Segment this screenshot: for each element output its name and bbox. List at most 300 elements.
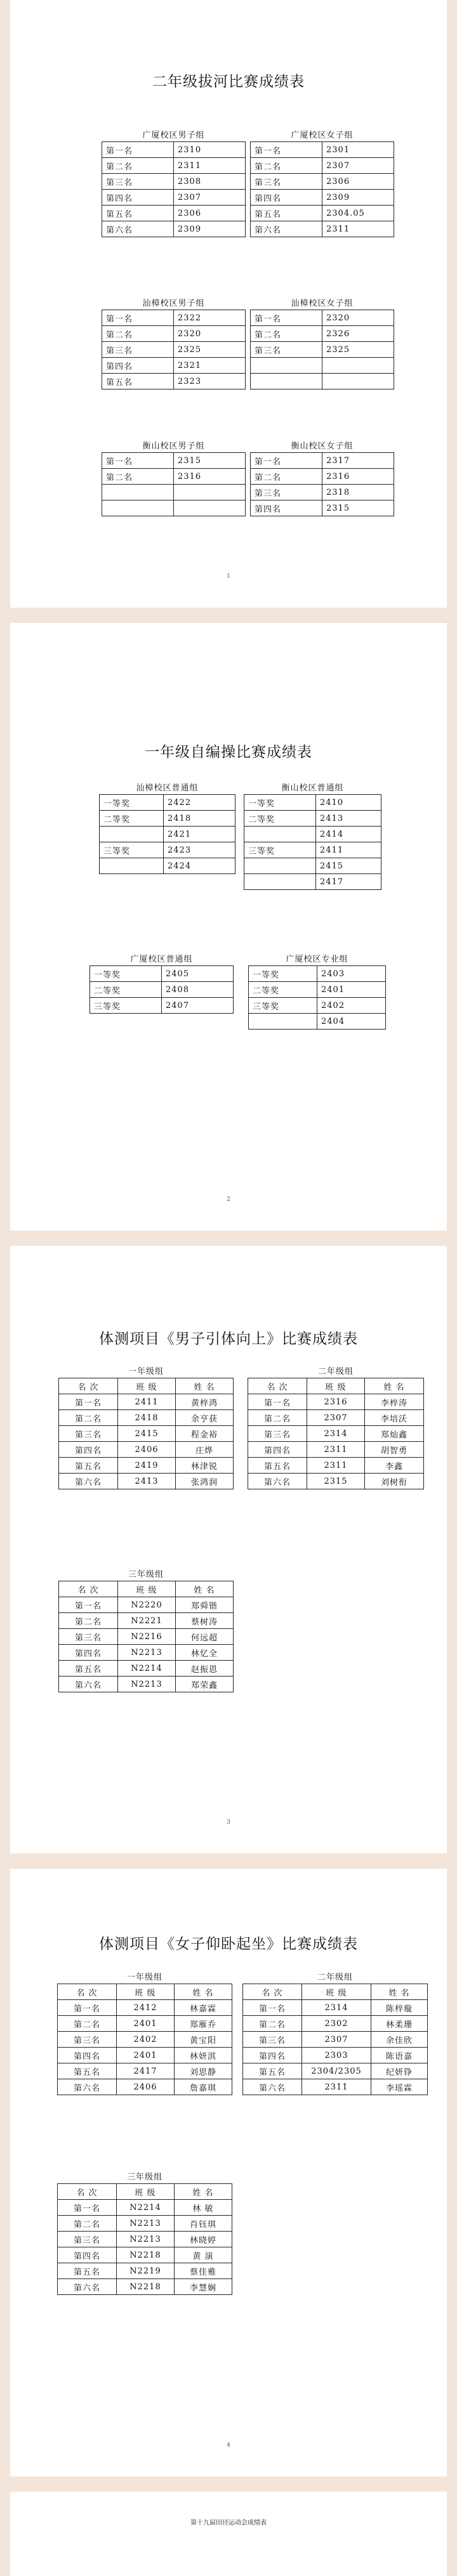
table-header-row (58, 1984, 232, 2000)
table-cell (251, 374, 322, 389)
table-row (248, 1394, 424, 1410)
table-cell: N2220 (118, 1597, 176, 1613)
table-cell: 第六名 (248, 1474, 307, 1489)
table-row (102, 142, 246, 158)
table-cell: 第三名 (102, 174, 174, 190)
group-hengshan-boys (102, 441, 246, 516)
table-cell: 蔡树涛 (176, 1613, 234, 1629)
table-row (251, 500, 394, 516)
table-cell: 第六名 (102, 221, 174, 237)
table-cell: 2311 (174, 158, 246, 174)
table-cell: 郑荣鑫 (176, 1677, 234, 1692)
table-cell: 2413 (118, 1474, 176, 1489)
table-cell: 班 级 (307, 1378, 365, 1394)
table-cell: 二等奖 (244, 811, 316, 827)
table-row (251, 358, 394, 374)
table-cell: 第六名 (59, 1677, 118, 1692)
table-row (251, 485, 394, 500)
table-cell: 第二名 (251, 158, 322, 174)
table-cell: 2411 (316, 842, 381, 858)
table-cell: 名 次 (59, 1581, 118, 1597)
table-cell: 林妍淇 (175, 2048, 232, 2063)
table-cell: 2401 (317, 982, 386, 998)
page-footer-title: 第十九届田径运动会成绩表 (190, 2520, 267, 2527)
table-cell: 2309 (322, 190, 394, 206)
table-row (58, 2063, 232, 2079)
table-header-row (243, 1984, 428, 2000)
table-cell: N2213 (117, 2216, 175, 2232)
table-cell: 2412 (117, 2000, 175, 2016)
page-1 (10, 0, 447, 608)
table-row (58, 2016, 232, 2032)
page-number: 2 (227, 1196, 230, 1203)
table-cell (244, 827, 316, 842)
table-cell: 第四名 (251, 500, 322, 516)
table-cell: 第一名 (251, 453, 322, 469)
table-cell: 第五名 (243, 2063, 302, 2079)
table-row (244, 842, 381, 858)
table-cell: 2406 (118, 1442, 176, 1458)
table-cell: 第四名 (248, 1442, 307, 1458)
table-cell: 第六名 (58, 2079, 117, 2095)
table-cell: 林嘉霖 (175, 2000, 232, 2016)
table-row (100, 842, 235, 858)
table-cell: 程金裕 (176, 1426, 234, 1442)
table-cell: 班 级 (117, 2184, 175, 2200)
table-row (244, 858, 381, 874)
table-cell: 林 敏 (175, 2200, 232, 2216)
table-cell: 黄 演 (175, 2247, 232, 2263)
table-cell: 第三名 (251, 174, 322, 190)
table-cell: 郑灿鑫 (365, 1426, 424, 1442)
table-row (248, 1410, 424, 1426)
table-row (102, 374, 246, 389)
group-caption: 衡山校区女子组 (291, 441, 354, 451)
table-cell: 2417 (316, 874, 381, 890)
table-cell: 2323 (174, 374, 246, 389)
table-cell: 三等奖 (100, 842, 164, 858)
table-row (100, 858, 235, 874)
table-cell: 余亨获 (176, 1410, 234, 1426)
table-cell: 李瑶霖 (371, 2079, 428, 2095)
table-cell: 第一名 (58, 2000, 117, 2016)
table-cell: 林柔珊 (371, 2016, 428, 2032)
table-cell: 2424 (164, 858, 235, 874)
group-caption: 广厦校区专业组 (286, 955, 348, 964)
table-cell: 班 级 (118, 1581, 176, 1597)
table-cell: 第五名 (102, 374, 174, 389)
group-grade1-girls (57, 1972, 232, 2095)
table-cell: 第六名 (251, 221, 322, 237)
table-cell: 2401 (117, 2048, 175, 2063)
table-cell: 肖钰琪 (175, 2216, 232, 2232)
group-shanzhang-normal (99, 783, 235, 874)
table-cell: 第六名 (243, 2079, 302, 2095)
table-cell: 第三名 (251, 485, 322, 500)
group-grade1-boys (58, 1366, 234, 1489)
page-5 (10, 2492, 447, 2576)
table-row (102, 174, 246, 190)
group-caption: 二年级组 (317, 1367, 354, 1376)
table-cell: 林忆全 (176, 1645, 234, 1661)
table-cell: 2307 (174, 190, 246, 206)
table-cell: 2402 (317, 998, 386, 1014)
table-cell: 名 次 (243, 1984, 302, 2000)
table-cell: 姓 名 (365, 1378, 424, 1394)
table-cell: 二等奖 (249, 982, 317, 998)
page-title: 一年级自编操比赛成绩表 (145, 744, 312, 761)
table-row (59, 1645, 234, 1661)
table-cell: 2311 (307, 1458, 365, 1474)
group-guangsha-boys (102, 130, 246, 237)
page-title: 体测项目《男子引体向上》比赛成绩表 (99, 1331, 358, 1347)
table-row (244, 874, 381, 890)
table-row (243, 2032, 428, 2048)
table-row (102, 500, 246, 516)
table-row (244, 795, 381, 811)
table-cell: 2413 (316, 811, 381, 827)
table-cell: 2317 (322, 453, 394, 469)
group-grade2-girls (242, 1972, 428, 2095)
table-cell: 郑舜锴 (176, 1597, 234, 1613)
table-cell: 2407 (162, 998, 234, 1014)
table-row (248, 1426, 424, 1442)
table-cell: 纪妍铮 (371, 2063, 428, 2079)
table-header-row (59, 1581, 234, 1597)
table-row (59, 1629, 234, 1645)
result-table (57, 2183, 232, 2295)
table-row (243, 2048, 428, 2063)
table-row (244, 827, 381, 842)
table-cell: 2321 (174, 358, 246, 374)
table-row (59, 1661, 234, 1677)
table-row (59, 1394, 234, 1410)
table-cell: 第四名 (59, 1645, 118, 1661)
table-row (58, 2247, 232, 2263)
table-cell: 林津锐 (176, 1458, 234, 1474)
table-cell: 第三名 (243, 2032, 302, 2048)
group-caption: 广厦校区女子组 (291, 131, 354, 140)
result-table (102, 310, 246, 389)
result-table (250, 310, 394, 389)
table-cell: 2303 (302, 2048, 371, 2063)
group-caption: 三年级组 (126, 2173, 162, 2182)
group-grade3-boys (58, 1569, 234, 1692)
table-cell: 名 次 (58, 1984, 117, 2000)
table-row (59, 1458, 234, 1474)
group-caption: 二年级组 (317, 1973, 353, 1982)
table-cell: 2411 (118, 1394, 176, 1410)
table-cell: 第四名 (58, 2247, 117, 2263)
result-table (89, 965, 234, 1014)
table-row (90, 998, 234, 1014)
table-row (102, 485, 246, 500)
table-row (58, 2232, 232, 2247)
table-cell: 2310 (174, 142, 246, 158)
result-table (248, 1378, 424, 1489)
table-cell: 第二名 (59, 1410, 118, 1426)
table-cell: N2214 (117, 2200, 175, 2216)
table-row (251, 469, 394, 485)
table-cell: 第三名 (251, 342, 322, 358)
table-row (58, 2079, 232, 2095)
table-cell: 三等奖 (244, 842, 316, 858)
table-row (249, 998, 386, 1014)
table-cell: 2311 (307, 1442, 365, 1458)
table-cell: 名 次 (248, 1378, 307, 1394)
table-row (58, 2279, 232, 2295)
table-cell: 第一名 (102, 453, 174, 469)
group-caption: 三年级组 (128, 1570, 164, 1579)
table-header-row (59, 1378, 234, 1394)
table-row (100, 827, 235, 842)
table-cell: 赵振恩 (176, 1661, 234, 1677)
table-cell: 2304/2305 (302, 2063, 371, 2079)
table-cell: 詹嘉琪 (175, 2079, 232, 2095)
table-cell: 2314 (307, 1426, 365, 1442)
table-cell: N2213 (118, 1645, 176, 1661)
table-cell: 黄梓鸿 (176, 1394, 234, 1410)
table-cell: 2325 (174, 342, 246, 358)
table-cell (100, 858, 164, 874)
table-row (59, 1613, 234, 1629)
table-cell (174, 485, 246, 500)
table-row (102, 158, 246, 174)
table-row (58, 2216, 232, 2232)
table-cell: 2301 (322, 142, 394, 158)
table-cell: 2422 (164, 795, 235, 811)
group-caption: 广厦校区男子组 (142, 131, 205, 140)
table-row (58, 2032, 232, 2048)
table-cell: 第三名 (58, 2032, 117, 2048)
table-cell: N2213 (118, 1677, 176, 1692)
table-cell (174, 500, 246, 516)
table-cell: 蔡佳雅 (175, 2263, 232, 2279)
table-cell: 第一名 (248, 1394, 307, 1410)
table-cell (322, 374, 394, 389)
result-table (242, 1984, 428, 2095)
table-cell: 2306 (322, 174, 394, 190)
table-row (90, 966, 234, 982)
table-row (102, 358, 246, 374)
table-cell: 余佳欣 (371, 2032, 428, 2048)
table-cell: 第五名 (58, 2263, 117, 2279)
table-cell: 李梓涛 (365, 1394, 424, 1410)
table-cell: 第四名 (102, 190, 174, 206)
group-grade3-girls (57, 2172, 232, 2295)
table-row (102, 206, 246, 221)
table-cell: 2316 (174, 469, 246, 485)
table-cell: 2404 (317, 1014, 386, 1030)
table-cell: 班 级 (117, 1984, 175, 2000)
table-cell: 2308 (174, 174, 246, 190)
table-cell: N2213 (117, 2232, 175, 2247)
result-table (250, 141, 394, 237)
table-row (251, 310, 394, 326)
table-cell: 三等奖 (90, 998, 162, 1014)
result-table (99, 794, 235, 874)
table-row (248, 1458, 424, 1474)
group-caption: 一年级组 (128, 1367, 164, 1376)
table-cell: 名 次 (58, 2184, 117, 2200)
table-row (90, 982, 234, 998)
table-cell: N2218 (117, 2247, 175, 2263)
result-table (58, 1378, 234, 1489)
result-table (57, 1984, 232, 2095)
table-cell (244, 874, 316, 890)
table-row (251, 326, 394, 342)
table-row (102, 453, 246, 469)
table-row (251, 374, 394, 389)
table-cell: 2402 (117, 2032, 175, 2048)
table-cell: 2314 (302, 2000, 371, 2016)
table-cell: 第三名 (102, 342, 174, 358)
table-row (251, 453, 394, 469)
table-cell (249, 1014, 317, 1030)
page-title: 体测项目《女子仰卧起坐》比赛成绩表 (99, 1936, 358, 1952)
table-cell: 林晓婷 (175, 2232, 232, 2247)
page-number: 4 (227, 2442, 230, 2449)
table-cell: 第二名 (58, 2216, 117, 2232)
table-cell: 2320 (322, 310, 394, 326)
table-cell: 2410 (316, 795, 381, 811)
group-hengshan-girls (250, 441, 394, 516)
table-cell: 郑雁乔 (175, 2016, 232, 2032)
table-cell: 班 级 (118, 1378, 176, 1394)
table-cell: 2421 (164, 827, 235, 842)
group-caption: 一年级组 (126, 1973, 162, 1982)
group-shanzhang-boys (102, 298, 246, 389)
table-row (58, 2048, 232, 2063)
table-cell: 姓 名 (175, 1984, 232, 2000)
table-cell (102, 485, 174, 500)
table-cell: 第一名 (251, 310, 322, 326)
table-cell: 第三名 (59, 1629, 118, 1645)
table-cell: 第三名 (58, 2232, 117, 2247)
table-cell: 2306 (174, 206, 246, 221)
table-cell: 2326 (322, 326, 394, 342)
table-cell: 2315 (174, 453, 246, 469)
table-cell: 2423 (164, 842, 235, 858)
table-cell: 第三名 (248, 1426, 307, 1442)
group-caption: 汕樟校区女子组 (291, 299, 354, 308)
table-row (248, 1474, 424, 1489)
table-row (58, 2000, 232, 2016)
table-cell (244, 858, 316, 874)
table-cell: 第四名 (243, 2048, 302, 2063)
table-cell: 2315 (322, 500, 394, 516)
table-cell: 姓 名 (371, 1984, 428, 2000)
table-row (251, 158, 394, 174)
table-cell: N2218 (117, 2279, 175, 2295)
group-caption: 衡山校区男子组 (142, 441, 205, 451)
result-table (102, 452, 246, 516)
table-row (243, 2063, 428, 2079)
table-row (100, 795, 235, 811)
table-row (102, 190, 246, 206)
table-row (251, 221, 394, 237)
table-row (58, 2263, 232, 2279)
table-row (251, 174, 394, 190)
table-cell: 2302 (302, 2016, 371, 2032)
page-4 (10, 1869, 447, 2476)
table-cell: 第四名 (102, 358, 174, 374)
result-table (102, 141, 246, 237)
table-cell: 2311 (302, 2079, 371, 2095)
group-grade2-boys (248, 1366, 424, 1489)
table-cell: 2304.05 (322, 206, 394, 221)
page-number: 3 (227, 1819, 230, 1826)
group-caption: 汕樟校区男子组 (142, 299, 205, 308)
table-cell: 姓 名 (176, 1581, 234, 1597)
table-cell: 2414 (316, 827, 381, 842)
table-cell: 何远超 (176, 1629, 234, 1645)
table-row (102, 326, 246, 342)
table-row (59, 1597, 234, 1613)
table-cell: 2320 (174, 326, 246, 342)
table-cell: 胡智勇 (365, 1442, 424, 1458)
table-row (251, 342, 394, 358)
table-cell: 2415 (118, 1426, 176, 1442)
table-cell: N2214 (118, 1661, 176, 1677)
result-table (58, 1581, 234, 1692)
table-cell: 第二名 (251, 326, 322, 342)
group-caption: 广厦校区普通组 (130, 955, 193, 964)
table-cell: 2408 (162, 982, 234, 998)
table-cell: 第一名 (102, 142, 174, 158)
table-cell: 2401 (117, 2016, 175, 2032)
group-caption: 汕樟校区普通组 (136, 783, 199, 793)
group-guangsha-girls (250, 130, 394, 237)
group-caption: 衡山校区普通组 (281, 783, 344, 793)
table-cell: 第二名 (243, 2016, 302, 2032)
table-cell: 第五名 (102, 206, 174, 221)
table-row (59, 1442, 234, 1458)
table-cell: 李培沃 (365, 1410, 424, 1426)
table-cell: N2221 (118, 1613, 176, 1629)
table-cell: 2318 (322, 485, 394, 500)
table-cell: 2316 (322, 469, 394, 485)
table-row (59, 1677, 234, 1692)
table-cell: 第一名 (251, 142, 322, 158)
table-cell: 2418 (118, 1410, 176, 1426)
table-cell: 三等奖 (249, 998, 317, 1014)
table-cell: 第四名 (59, 1442, 118, 1458)
table-row (251, 206, 394, 221)
table-cell: 2419 (118, 1458, 176, 1474)
table-cell: 一等奖 (90, 966, 162, 982)
page-number: 1 (227, 573, 230, 580)
table-row (59, 1426, 234, 1442)
table-cell: 一等奖 (249, 966, 317, 982)
table-cell: 2316 (307, 1394, 365, 1410)
table-cell: 二等奖 (100, 811, 164, 827)
table-cell: 第五名 (59, 1661, 118, 1677)
table-cell (251, 358, 322, 374)
table-cell: 2307 (307, 1410, 365, 1426)
table-cell: 第五名 (251, 206, 322, 221)
table-cell: 第五名 (59, 1458, 118, 1474)
table-cell: 第一名 (243, 2000, 302, 2016)
table-cell: 2418 (164, 811, 235, 827)
table-cell: 李鑫 (365, 1458, 424, 1474)
table-row (243, 2000, 428, 2016)
table-cell: 第三名 (59, 1426, 118, 1442)
table-cell: 班 级 (302, 1984, 371, 2000)
table-cell: 庄烨 (176, 1442, 234, 1458)
table-cell (102, 500, 174, 516)
table-cell: 第二名 (59, 1613, 118, 1629)
